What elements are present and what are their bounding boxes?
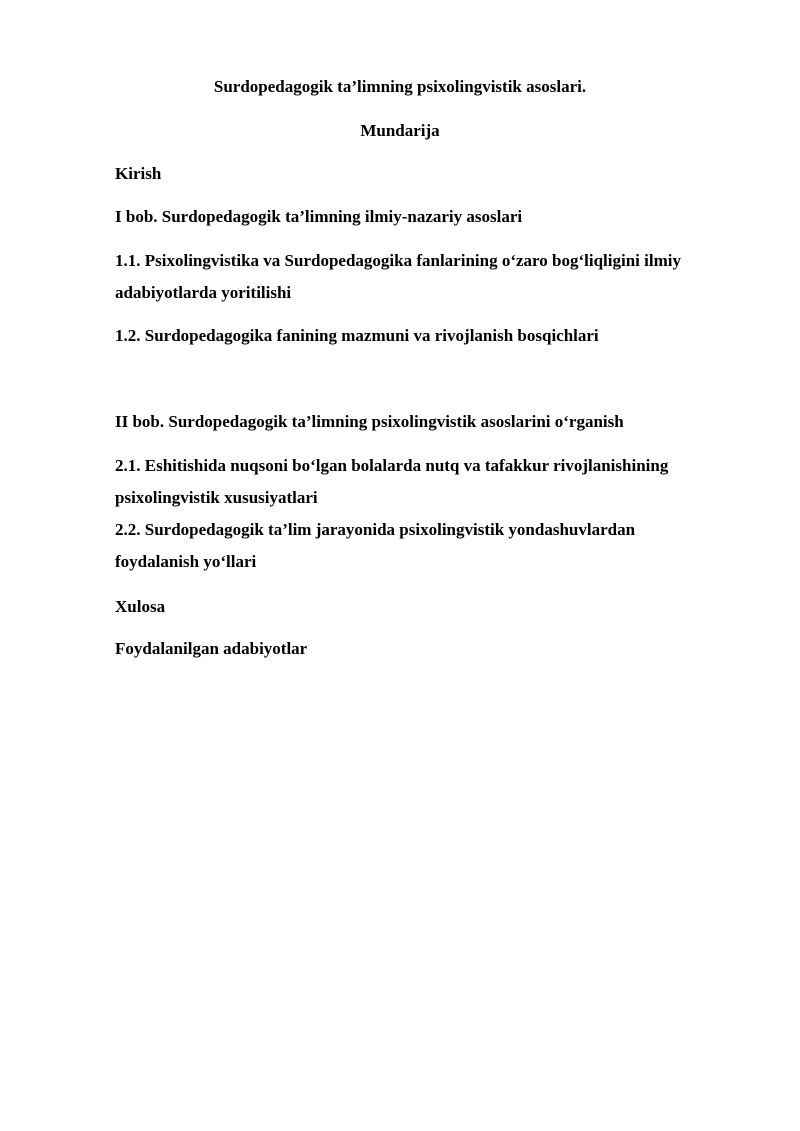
toc-entry-chapter-2: II bob. Surdopedagogik ta’limning psixolingvistik asoslarini o‘rganish [115,412,624,431]
toc-entry-2-1-line-2: psixolingvistik xususiyatlari [115,488,318,507]
toc-entry-xulosa: Xulosa [115,597,166,616]
toc-entry-chapter-1: I bob. Surdopedagogik ta’limning ilmiy-nazariy asoslari [115,207,523,226]
toc-entry-1-2: 1.2. Surdopedagogika fanining mazmuni va rivojlanish bosqichlari [115,326,599,345]
toc-heading: Mundarija [360,121,440,140]
toc-entry-2-1-line-1: 2.1. Eshitishida nuqsoni bo‘lgan bolalarda nutq va tafakkur rivojlanishining [115,456,669,475]
toc-entry-2-2-line-1: 2.2. Surdopedagogik ta’lim jarayonida psixolingvistik yondashuvlardan [115,520,636,539]
toc-entry-1-1-line-1: 1.1. Psixolingvistika va Surdopedagogika fanlarining o‘zaro bog‘liqligini ilmiy [115,251,681,270]
toc-entry-2-2-line-2: foydalanish yo‘llari [115,552,257,571]
toc-entry-bibliography: Foydalanilgan adabiyotlar [115,639,308,658]
document-title: Surdopedagogik ta’limning psixolingvistik asoslari. [213,77,587,96]
toc-entry-kirish: Kirish [115,164,162,183]
toc-entry-1-1-line-2: adabiyotlarda yoritilishi [115,283,292,302]
